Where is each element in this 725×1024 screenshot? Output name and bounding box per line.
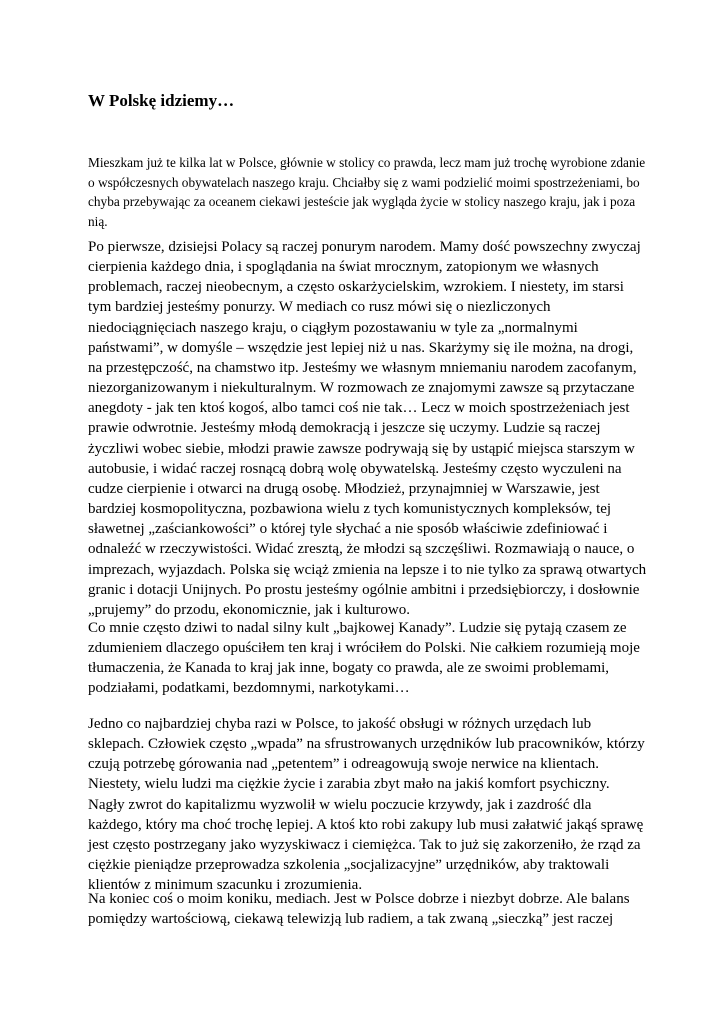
paragraph-4: Na koniec coś o moim koniku, mediach. Jest w Polsce dobrze i niezbyt dobrze. Ale balans pomiędzy wartościową, ciekawą telewizją lub radiem, a tak zwaną „sieczką” jest raczej (88, 891, 630, 928)
intro-paragraph: Mieszkam już te kilka lat w Polsce, głównie w stolicy co prawda, lecz mam już trochę wyrobione zdanie o współczesnych obywatelach naszego kraju. Chciałby się z wami podzielić moimi spostrzeżeniami, bo chyba przebywając za oceanem ciekawi jesteście jak wygląda życie w stolicy naszego kraju, jak i poza nią. (88, 155, 646, 229)
paragraph-3: Jedno co najbardziej chyba razi w Polsce, to jakość obsługi w różnych urzędach lub sklepach. Człowiek często „wpada” na sfrustrowanych urzędników lub pracowników, którzy czują potrzebę górowania nad „petentem” i odreagowują swoje nerwice na klientach. Niestety, wielu ludzi ma ciężkie życie i zarabia zbyt mało na jakiś komfort psychiczny. Nagły zwrot do kapitalizmu wyzwolił w wielu poczucie krzywdy, jak i zazdrość dla każdego, który ma choć trochę lepiej. A ktoś kto robi zakupy lub musi załatwić jakąś sprawę jest często postrzegany jako wyzyskiwacz i ciemiężca. Tak to już się zakorzeniło, że rząd za ciężkie pieniądze przeprowadza szkolenia „socjalizacyjne” urzędników, aby traktowali klientów z minimum szacunku i zrozumienia. (88, 716, 645, 894)
paragraph-2: Co mnie często dziwi to nadal silny kult „bajkowej Kanady”. Ludzie się pytają czasem ze zdumieniem dlaczego opuściłem ten kraj i wróciłem do Polski. Nie całkiem rozumieją moje tłumaczenia, że Kanada to kraj jak inne, bogaty co prawda, ale ze swoimi problemami, podziałami, podatkami, bezdomnymi, narkotykami… (88, 620, 640, 697)
document-title: W Polskę idziemy… (88, 91, 235, 110)
paragraph-1: Po pierwsze, dzisiejsi Polacy są raczej ponurym narodem. Mamy dość powszechny zwyczaj cierpienia każdego dnia, i spoglądania na świat mrocznym, zatopionym we własnych problemach, raczej nieobecnym, a często oskarżycielskim, wzrokiem. I niestety, im starsi tym bardziej jesteśmy ponurzy. W mediach co rusz mówi się o niezliczonych niedociągnięciach naszego kraju, o ciągłym pozostawaniu w tyle za „normalnymi państwami”, w domyśle – wszędzie jest lepiej niż u nas. Skarżymy się ile można, na drogi, na przestępczość, na chamstwo itp. Jesteśmy we własnym mniemaniu narodem zacofanym, niezorganizowanym i niekulturalnym. W rozmowach ze znajomymi zawsze są przytaczane anegdoty - jak ten ktoś kogoś, albo tamci coś nie tak… Lecz w moich spostrzeżeniach jest prawie odwrotnie. Jesteśmy młodą demokracją i jeszcze się uczymy. Ludzie są raczej życzliwi wobec siebie, młodzi prawie zawsze podrywają się by ustąpić miejsca starszym w autobusie, i widać raczej rosnącą dobrą wolę obywatelską. Jesteśmy często wyczuleni na cudze cierpienie i otwarci na drugą osobę. Młodzież, przynajmniej w Warszawie, jest bardziej kosmopolityczna, pozbawiona wielu z tych komunistycznych kompleksów, tej sławetnej „zaściankowości” o której tyle słychać a nie sposób właściwie zdefiniować i odnaleźć w rzeczywistości. Widać zresztą, że młodzi są szczęśliwi. Rozmawiają o nauce, o imprezach, wyjazdach. Polska się wciąż zmienia na lepsze i to nie tylko za sprawą otwartych granic i dotacji Unijnych. Po prostu jesteśmy ogólnie ambitni i przedsiębiorczy, i dosłownie „prujemy” do przodu, ekonomicznie, jak i kulturowo. (88, 239, 647, 618)
